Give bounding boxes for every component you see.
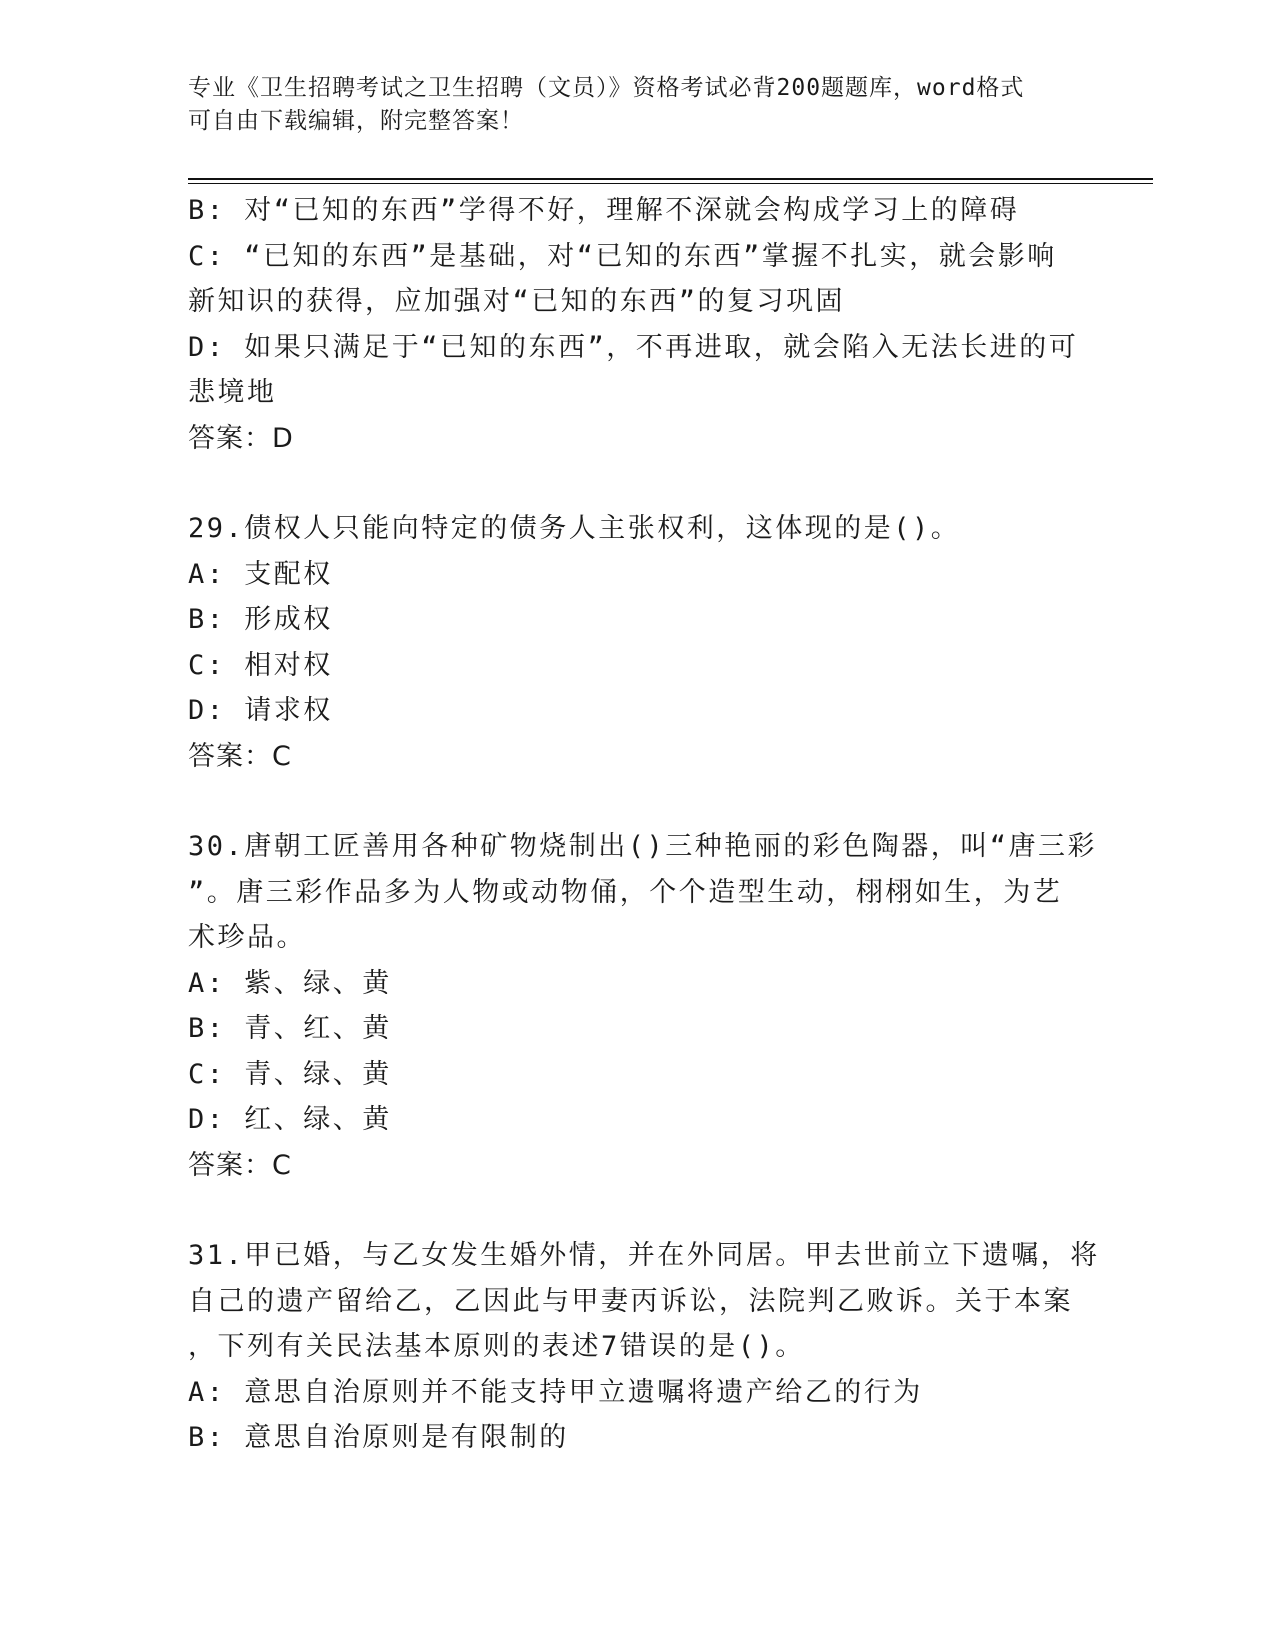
q28-option-b: B: 对“已知的东西”学得不好，理解不深就会构成学习上的障碍 — [188, 195, 1020, 226]
header-title-line-2: 可自由下载编辑，附完整答案！ — [188, 108, 524, 134]
q28-answer: 答案：D — [188, 422, 294, 454]
q29-option-c: C: 相对权 — [188, 649, 333, 681]
q31-option-b: B: 意思自治原则是有限制的 — [188, 1422, 569, 1453]
q31-option-a: A: 意思自治原则并不能支持甲立遗嘱将遗产给乙的行为 — [188, 1376, 923, 1408]
q30-stem-line-1: 30.唐朝工匠善用各种矿物烧制出()三种艳丽的彩色陶器，叫“唐三彩 — [188, 831, 1098, 862]
header-divider — [188, 178, 1153, 184]
q30-option-a: A: 紫、绿、黄 — [188, 967, 392, 999]
document-header — [188, 72, 1088, 138]
q30-answer: 答案：C — [188, 1149, 292, 1181]
q31-stem-line-1: 31.甲已婚，与乙女发生婚外情，并在外同居。甲去世前立下遗嘱，将 — [188, 1240, 1100, 1271]
q31-stem-line-2: 自己的遗产留给乙，乙因此与甲妻丙诉讼，法院判乙败诉。关于本案 — [188, 1285, 1073, 1317]
q30-stem-line-3: 术珍品。 — [188, 922, 306, 953]
q30-option-c: C: 青、绿、黄 — [188, 1058, 392, 1090]
q30-stem-line-2: ”。唐三彩作品多为人物或动物俑，个个造型生动，栩栩如生，为艺 — [188, 876, 1063, 908]
q28-option-c-line-2: 新知识的获得，应加强对“已知的东西”的复习巩固 — [188, 286, 846, 317]
spacer — [188, 1188, 1068, 1233]
spacer — [188, 779, 1068, 824]
q28-option-d-line-1: D: 如果只满足于“已知的东西”，不再进取，就会陷入无法长进的可 — [188, 331, 1079, 363]
q30-option-d: D: 红、绿、黄 — [188, 1104, 392, 1135]
q30-option-b: B: 青、红、黄 — [188, 1013, 392, 1044]
q31-stem-line-3: ，下列有关民法基本原则的表述7错误的是()。 — [188, 1331, 805, 1362]
q29-option-d: D: 请求权 — [188, 695, 333, 726]
q28-option-d-line-2: 悲境地 — [188, 377, 277, 408]
q29-answer: 答案：C — [188, 740, 292, 772]
q29-stem: 29.债权人只能向特定的债务人主张权利，这体现的是()。 — [188, 513, 961, 544]
q28-option-c-line-1: C: “已知的东西”是基础，对“已知的东西”掌握不扎实，就会影响 — [188, 240, 1057, 272]
spacer — [188, 461, 1068, 506]
question-content — [188, 188, 1100, 1461]
q29-option-a: A: 支配权 — [188, 558, 333, 590]
q29-option-b: B: 形成权 — [188, 604, 333, 635]
header-title-line-1: 专业《卫生招聘考试之卫生招聘（文员）》资格考试必背200题题库，word格式 — [188, 75, 1025, 101]
